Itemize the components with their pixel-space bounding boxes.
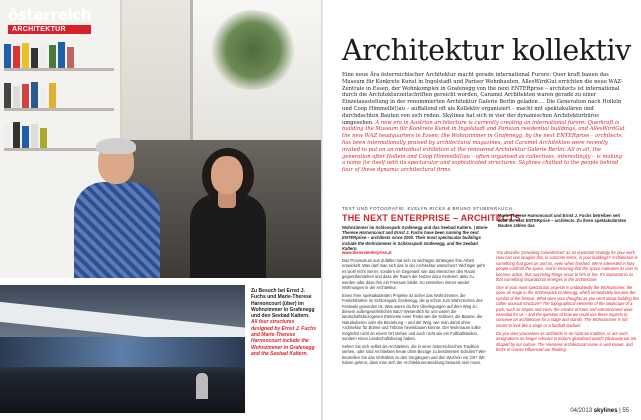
building-photo bbox=[0, 285, 245, 413]
body-paragraph-de: Sehen Sie sich selbst als Architekten, die in einer österreichischen Tradition stehen, oder sind Architekten heute ohne Bezüge zu bestimmten Schulen? Wie beurteilen Sie das Verhältnis zu den Vorgängern und den Wurzeln vor Ort? Wir haben gelernt, dass man sich der Architekturentwicklung bewusst sein muss. bbox=[342, 344, 486, 366]
intro-en: A new era in Austrian architecture is currently creating an international furore: Querkraft is building the Museum für Konkrete Kunst in Ingolstadt and Parisian residential buildings, and AllesWirdGut the new WAZ headquarters in Essen; the Wohnzimmer in Grafenegg, by the next ENTERprise – architects, has been internationally praised by architectural magazines, and Caramel Architekten were recently invited to put on an individual exhibition at the renowned Architektur Galerie Berlin. All in all, the generation after Hollein and Coop Himmelb(l)au – often organised as collectives, interestingly – is making a name for itself with its spectacular and sophisticated structures. Skylines chatted to the people behind four of these dynamic architectural firms. bbox=[342, 119, 625, 174]
article-title: Architektur kollektiv bbox=[342, 34, 631, 67]
photo-caption bbox=[251, 288, 317, 357]
woman-figure bbox=[188, 150, 268, 278]
body-column-de bbox=[342, 250, 486, 368]
plant bbox=[208, 10, 298, 90]
page-folio: 04/2013 skylines | 55 bbox=[570, 408, 629, 414]
caption-de: Zu Besuch bei Ernst J. Fuchs und Marie-Therese Harnoncourt (über) im Wohnzimmer in Grafenegg und den Seebad Kaltern. bbox=[251, 288, 315, 320]
section-heading: THE NEXT ENTERPRISE – ARCHITECTS bbox=[342, 213, 521, 223]
kicker-country: österreich bbox=[8, 6, 92, 24]
kicker-section: ARCHITEKTUR bbox=[8, 25, 91, 34]
section-kicker bbox=[8, 6, 91, 34]
section-teaser bbox=[342, 225, 492, 251]
intro-de: Eine neue Ära österreichischer Architektur macht gerade international Furore: Quer kraft bauen das Museum für Konkrete Kunst in Ingolstadt und Pariser Wohnbauten, AllesWirdGut errichten die neue WAZ-Zentrale in Essen, der Wohnkomplex in Grafenegg von the next ENTERprise – architects ist international durch die Architekturzeitschriften gereicht worden, Caramel Architekten waren gerade zu einer Einzelausstellung in der renommierten Architektur Galerie Berlin geladen … Die Generation nach Holleln und Coop Himmelb(l)au – auffallend oft als Kollektiv organisiert – macht mit spektakulären und durchdachten Bauten von sich reden. Skylines hat sich in vier der dynamischen Architekturbüros umgesehen. bbox=[342, 72, 623, 126]
body-paragraph-de: Eines Ihrer spektakulärsten Projekte ist sicher das Wohnzimmer, die Freilichtbühne im Schlosspark Grafenegg, die ja schon zum Wahrzeichen des Festivals geworden ist. Was waren da Ihre Überlegungen auf dem Weg zu diesem außergewöhnlichen Bau? Wesentlich für uns waren die landschaftsbezogenen Elemente einer Parks wie die Schleier, die Bäume, die Naturkulissen oder die Beziehung – und der Weg, wie man damit ohne Architektur für Bühne und Tribüne hineinbauen könnte. Der Wohnraum sollte möglichst nicht an einem Ort stehen und auch nicht wie ein Fußballstadion, sondern einen Landschaftsbezug haben. bbox=[342, 292, 483, 342]
body-column-en bbox=[496, 250, 640, 355]
teaser-de: Wohnzimmer im Schlosspark Grafenegg und das Seebad Kaltern. | bbox=[342, 225, 475, 230]
architects-portrait-photo bbox=[0, 0, 321, 278]
folio-issue: 04/2013 bbox=[570, 408, 593, 414]
body-paragraph-en: One of your most spectacular projects is undoubtedly the Wohnzimmer, the open-air stage in the Schlosspark Grafenegg, which immediately became the symbol of the festival. What were your thoughts as you went about building this rather unusual structure? The topographical elements of the landscape of a park, such as slopes and trees, the crowns of trees and entrancement were essential for us – and the question of how we could use these aspects to conceive an architecture for a stage and stands. The Wohnzimmer is not meant to look like a stage or a football stadium. bbox=[496, 284, 640, 328]
folio-page: 55 bbox=[622, 408, 629, 414]
man-figure bbox=[70, 142, 165, 278]
body-paragraph-en: You describe 'provoking coincidences' as an important strategy for your work. How can one imagine this, in concrete terms, in your buildings? Architecture is something that goes on and on, even when finished. We're interested in how people confront the space, and in ensuring that the space motivates its user to become active, that surprising things occur to him or her. It's important to us that something inspirational emerges in the architecture. bbox=[496, 250, 638, 283]
glass-facade bbox=[0, 337, 245, 367]
teaser-en: Marie-Therese Harnoncourt and Ernst J. Fuchs have been running the next ENTERprise – architects since 2000. Their most spectacular buildings include the Wohnzimmer in Schlosspark Grafenegg, and the Seebad Kaltern. bbox=[342, 225, 489, 251]
article-credits: TEXT UND FOTOGRAFIE: EVELYN RICKS & BRUNO STUBENRAUCH bbox=[342, 206, 513, 211]
caption-en: All four structures designed by Ernst J. Fuchs and Marie-Therese Harnoncourt include the Wohnzimmer in Grafenegg and the Seebad Kaltern. bbox=[251, 319, 317, 357]
architect-url[interactable]: www.thenextenterprise.at bbox=[342, 250, 392, 255]
body-paragraph-en: Do you view yourselves as architects in an Austrian tradition, or are such assignations no longer relevant in today's globalised world? Obviously we are shaped by our culture. The Viennese architectural scene is well known, and that's of course influenced our thinking. bbox=[496, 330, 637, 352]
section-byline: Marie-Therese Harnoncourt und Ernst J. Fuchs betreiben seit 2000 the next ENTERprise – architects. Zu ihren spektakulärsten Bauten zählen das bbox=[498, 213, 627, 229]
page-gutter bbox=[321, 0, 323, 420]
body-paragraph-de: Das Provisorium aus Zufällen hat sich zu wichtigen Strategien Ihre Arbeit entwickelt. Was darf man sich das in der Architektur wünschen? Wichtiger geht es wohl nicht immer, sondern im Gegenteil: wie das Menschen den Raum gegenüberstehen und dass der Raum der Nutzer dazu motiviert, aktiv zu werden oder dass ihm ein Freiraum bleibt. So entstehen immer wieder Wohnungen in der Architektur. bbox=[342, 257, 485, 290]
person-silhouette bbox=[196, 373, 208, 399]
folio-magazine: skylines bbox=[593, 408, 618, 414]
article-intro bbox=[342, 72, 626, 174]
